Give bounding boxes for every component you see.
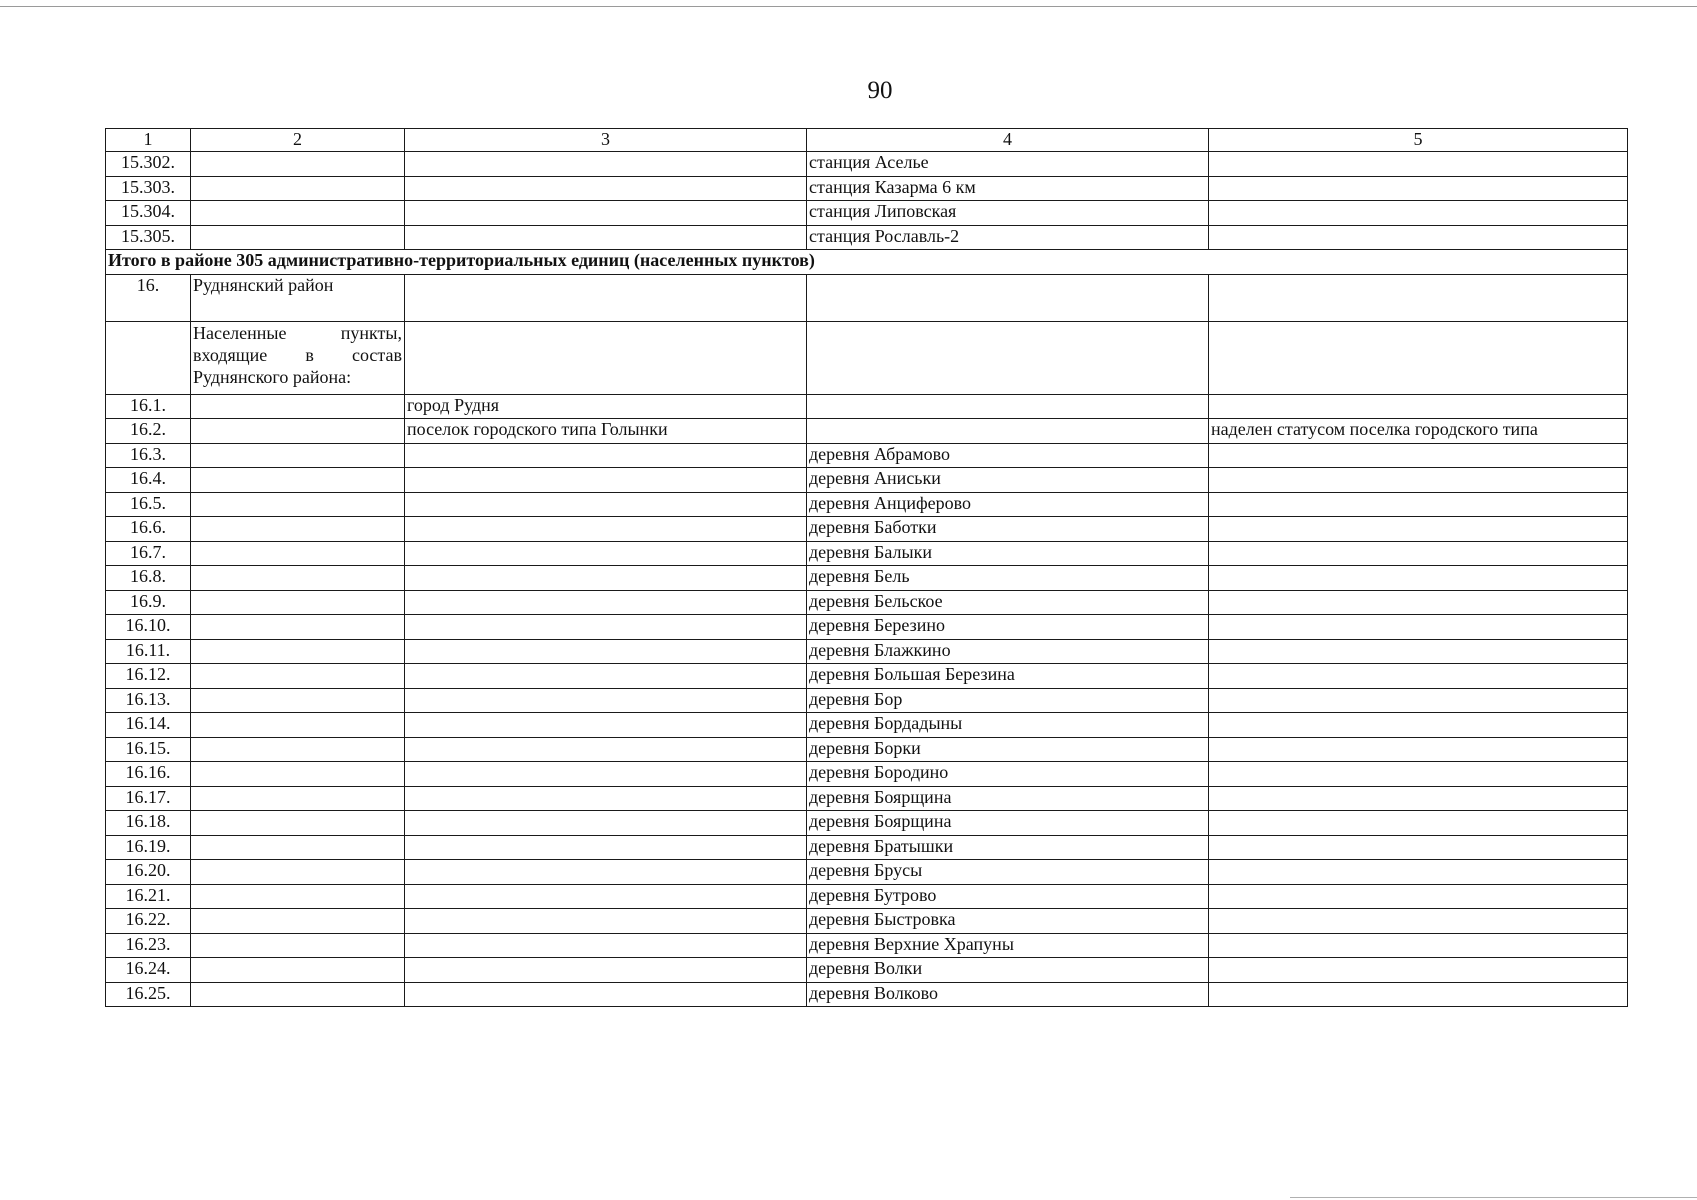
row-cell-2	[191, 860, 405, 885]
row-cell-2	[191, 468, 405, 493]
table-row	[106, 492, 1628, 517]
row-cell-4: деревня Быстровка	[807, 909, 1209, 934]
row-cell-3	[405, 982, 807, 1007]
row-cell-5	[1209, 468, 1628, 493]
table-body	[106, 129, 1628, 1007]
row-number: 16.10.	[106, 615, 191, 640]
row-cell-4: деревня Бель	[807, 566, 1209, 591]
row-cell-5	[1209, 933, 1628, 958]
row-number: 16.15.	[106, 737, 191, 762]
table-row	[106, 590, 1628, 615]
table-row	[106, 933, 1628, 958]
row-cell-3	[405, 933, 807, 958]
row-cell-2	[191, 152, 405, 177]
table-row	[106, 201, 1628, 226]
row-cell-3	[405, 590, 807, 615]
district-summary-text: Итого в районе 305 административно-территориальных единиц (населенных пунктов)	[106, 250, 1628, 275]
row-number: 16.12.	[106, 664, 191, 689]
row-cell-5	[1209, 982, 1628, 1007]
row-number: 16.18.	[106, 811, 191, 836]
row-number: 16.4.	[106, 468, 191, 493]
scan-edge-top	[0, 6, 1697, 7]
row-number: 16.16.	[106, 762, 191, 787]
column-header-4: 4	[807, 129, 1209, 152]
table-row	[106, 884, 1628, 909]
row-cell-5	[1209, 811, 1628, 836]
row-cell-3	[405, 492, 807, 517]
row-cell-3	[405, 688, 807, 713]
row-cell-5	[1209, 664, 1628, 689]
scan-edge-bottom	[1290, 1197, 1697, 1198]
row-cell-4: станция Аселье	[807, 152, 1209, 177]
row-cell-5	[1209, 225, 1628, 250]
row-number: 16.24.	[106, 958, 191, 983]
table-row	[106, 541, 1628, 566]
row-number: 16.21.	[106, 884, 191, 909]
row-number: 16.7.	[106, 541, 191, 566]
row-cell-4	[807, 321, 1209, 394]
row-cell-4: деревня Брусы	[807, 860, 1209, 885]
row-cell-2	[191, 737, 405, 762]
row-cell-2	[191, 443, 405, 468]
row-cell-2	[191, 982, 405, 1007]
table-row	[106, 443, 1628, 468]
row-cell-2	[191, 517, 405, 542]
row-cell-5	[1209, 443, 1628, 468]
row-cell-4	[807, 419, 1209, 444]
row-cell-4: деревня Бордадыны	[807, 713, 1209, 738]
district-name: Руднянский район	[191, 274, 405, 321]
row-cell-5	[1209, 394, 1628, 419]
row-cell-5	[1209, 517, 1628, 542]
row-cell-2	[191, 688, 405, 713]
row-cell-2	[191, 176, 405, 201]
table-row	[106, 737, 1628, 762]
row-cell-2	[191, 541, 405, 566]
row-cell-4: деревня Волково	[807, 982, 1209, 1007]
row-cell-3	[405, 909, 807, 934]
row-cell-5	[1209, 321, 1628, 394]
row-cell-2	[191, 590, 405, 615]
row-cell-3	[405, 176, 807, 201]
row-cell-3	[405, 762, 807, 787]
district-intro-row	[106, 321, 1628, 394]
table-row	[106, 394, 1628, 419]
row-cell-5	[1209, 152, 1628, 177]
row-cell-2	[191, 566, 405, 591]
table-row	[106, 176, 1628, 201]
table-row	[106, 786, 1628, 811]
row-cell-2	[191, 909, 405, 934]
row-number: 16.2.	[106, 419, 191, 444]
row-cell-4: деревня Волки	[807, 958, 1209, 983]
row-cell-3	[405, 664, 807, 689]
district-heading-row	[106, 274, 1628, 321]
row-number	[106, 321, 191, 394]
district-intro-text: Населенные пункты, входящие в состав Руднянского района:	[191, 321, 405, 394]
row-number: 15.304.	[106, 201, 191, 226]
table-row	[106, 713, 1628, 738]
row-cell-4: деревня Анциферово	[807, 492, 1209, 517]
row-number: 16.17.	[106, 786, 191, 811]
row-cell-2	[191, 664, 405, 689]
row-number: 16.1.	[106, 394, 191, 419]
table-row	[106, 762, 1628, 787]
row-cell-3	[405, 737, 807, 762]
row-cell-2	[191, 639, 405, 664]
row-cell-4: деревня Боярщина	[807, 786, 1209, 811]
row-cell-2	[191, 811, 405, 836]
row-number: 16.25.	[106, 982, 191, 1007]
row-cell-2	[191, 933, 405, 958]
row-cell-3	[405, 201, 807, 226]
row-cell-5	[1209, 958, 1628, 983]
row-cell-3	[405, 541, 807, 566]
row-cell-5	[1209, 786, 1628, 811]
row-cell-4: станция Рославль-2	[807, 225, 1209, 250]
row-cell-5	[1209, 615, 1628, 640]
row-cell-3	[405, 835, 807, 860]
row-cell-3	[405, 321, 807, 394]
row-cell-3	[405, 152, 807, 177]
column-header-5: 5	[1209, 129, 1628, 152]
row-number: 15.302.	[106, 152, 191, 177]
table-row	[106, 664, 1628, 689]
row-number: 16.9.	[106, 590, 191, 615]
row-cell-5	[1209, 884, 1628, 909]
row-number: 16.11.	[106, 639, 191, 664]
row-cell-5	[1209, 541, 1628, 566]
settlements-table	[105, 128, 1628, 1007]
row-cell-4: деревня Бельское	[807, 590, 1209, 615]
row-cell-3	[405, 225, 807, 250]
table-row	[106, 909, 1628, 934]
row-cell-5	[1209, 201, 1628, 226]
row-cell-2	[191, 713, 405, 738]
row-cell-4: деревня Борки	[807, 737, 1209, 762]
row-cell-5	[1209, 860, 1628, 885]
table-row	[106, 958, 1628, 983]
row-cell-2	[191, 394, 405, 419]
row-number: 16.22.	[106, 909, 191, 934]
row-cell-3	[405, 958, 807, 983]
table-row	[106, 225, 1628, 250]
row-cell-4: деревня Бородино	[807, 762, 1209, 787]
column-header-row	[106, 129, 1628, 152]
row-cell-2	[191, 201, 405, 226]
row-cell-4: деревня Балыки	[807, 541, 1209, 566]
row-cell-4: деревня Блажкино	[807, 639, 1209, 664]
column-header-3: 3	[405, 129, 807, 152]
row-cell-3	[405, 639, 807, 664]
row-cell-4	[807, 274, 1209, 321]
row-number: 16.13.	[106, 688, 191, 713]
table-row	[106, 419, 1628, 444]
row-cell-4: деревня Бутрово	[807, 884, 1209, 909]
row-cell-2	[191, 419, 405, 444]
row-cell-5	[1209, 590, 1628, 615]
row-cell-2	[191, 615, 405, 640]
row-cell-5	[1209, 713, 1628, 738]
row-cell-3	[405, 786, 807, 811]
row-cell-5	[1209, 835, 1628, 860]
row-cell-3	[405, 884, 807, 909]
row-cell-2	[191, 958, 405, 983]
row-cell-2	[191, 835, 405, 860]
row-cell-4: деревня Аниськи	[807, 468, 1209, 493]
table-row	[106, 639, 1628, 664]
row-cell-4: станция Казарма 6 км	[807, 176, 1209, 201]
row-number: 16.19.	[106, 835, 191, 860]
row-cell-5	[1209, 639, 1628, 664]
table-row	[106, 860, 1628, 885]
row-cell-3	[405, 615, 807, 640]
row-cell-2	[191, 786, 405, 811]
row-cell-4: деревня Абрамово	[807, 443, 1209, 468]
table-row	[106, 835, 1628, 860]
row-cell-5	[1209, 909, 1628, 934]
row-cell-4: деревня Боярщина	[807, 811, 1209, 836]
row-cell-3	[405, 566, 807, 591]
row-cell-3	[405, 713, 807, 738]
row-number: 16.6.	[106, 517, 191, 542]
row-cell-4: деревня Баботки	[807, 517, 1209, 542]
row-number: 16.23.	[106, 933, 191, 958]
row-number: 15.303.	[106, 176, 191, 201]
row-number: 16.3.	[106, 443, 191, 468]
row-cell-4	[807, 394, 1209, 419]
row-cell-5	[1209, 566, 1628, 591]
row-cell-3	[405, 860, 807, 885]
row-cell-4: деревня Братышки	[807, 835, 1209, 860]
row-cell-4: деревня Березино	[807, 615, 1209, 640]
row-cell-5	[1209, 737, 1628, 762]
row-cell-2	[191, 884, 405, 909]
column-header-2: 2	[191, 129, 405, 152]
table-row	[106, 468, 1628, 493]
row-cell-3	[405, 811, 807, 836]
row-number: 16.14.	[106, 713, 191, 738]
row-cell-5	[1209, 688, 1628, 713]
row-cell-3: поселок городского типа Голынки	[405, 419, 807, 444]
row-cell-3	[405, 517, 807, 542]
row-cell-4: деревня Бор	[807, 688, 1209, 713]
row-number: 16.20.	[106, 860, 191, 885]
row-cell-3	[405, 274, 807, 321]
table-row	[106, 688, 1628, 713]
row-cell-5	[1209, 762, 1628, 787]
row-cell-4: станция Липовская	[807, 201, 1209, 226]
row-number: 16.8.	[106, 566, 191, 591]
table-row	[106, 811, 1628, 836]
row-cell-2	[191, 762, 405, 787]
table-row	[106, 152, 1628, 177]
row-cell-2	[191, 492, 405, 517]
row-cell-5	[1209, 492, 1628, 517]
row-number: 15.305.	[106, 225, 191, 250]
page-number: 90	[867, 77, 893, 104]
row-cell-4: деревня Верхние Храпуны	[807, 933, 1209, 958]
row-cell-5: наделен статусом поселка городского типа	[1209, 419, 1628, 444]
row-cell-4: деревня Большая Березина	[807, 664, 1209, 689]
district-summary-row	[106, 250, 1628, 275]
table-row	[106, 615, 1628, 640]
row-cell-3: город Рудня	[405, 394, 807, 419]
table-row	[106, 566, 1628, 591]
row-cell-2	[191, 225, 405, 250]
row-cell-3	[405, 468, 807, 493]
column-header-1: 1	[106, 129, 191, 152]
row-cell-5	[1209, 176, 1628, 201]
row-cell-5	[1209, 274, 1628, 321]
row-cell-3	[405, 443, 807, 468]
district-number: 16.	[106, 274, 191, 321]
row-number: 16.5.	[106, 492, 191, 517]
table-row	[106, 982, 1628, 1007]
table-row	[106, 517, 1628, 542]
